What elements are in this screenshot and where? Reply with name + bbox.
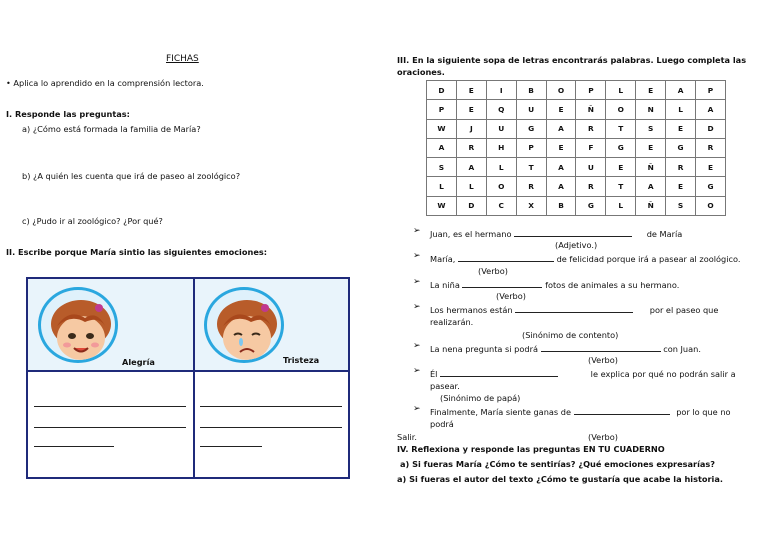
emotion-label-sadness: Tristeza xyxy=(283,355,320,365)
grid-letter[interactable]: R xyxy=(576,177,606,196)
grid-letter[interactable]: O xyxy=(696,196,726,215)
grid-row xyxy=(427,119,726,138)
hint-7: (Verbo) xyxy=(588,432,618,442)
arrow-bullet-icon: ➢ xyxy=(413,302,421,312)
sentence-3-start: La niña xyxy=(430,280,460,290)
answer-line[interactable] xyxy=(34,427,186,428)
grid-letter[interactable]: R xyxy=(516,177,546,196)
grid-letter[interactable]: O xyxy=(606,100,636,119)
grid-row xyxy=(427,196,726,215)
blank-2[interactable] xyxy=(458,253,554,262)
grid-letter[interactable]: E xyxy=(636,138,666,157)
arrow-bullet-icon: ➢ xyxy=(413,404,421,414)
grid-letter[interactable]: H xyxy=(486,138,516,157)
sentence-1-start: Juan, es el hermano xyxy=(430,229,512,239)
sentence-2-end: de felicidad porque irá a pasear al zoológico. xyxy=(556,254,741,264)
sentence-5-end: con Juan. xyxy=(663,344,701,354)
arrow-bullet-icon: ➢ xyxy=(413,277,421,287)
table-divider-horizontal xyxy=(28,370,348,372)
grid-letter[interactable]: U xyxy=(486,119,516,138)
hint-1: (Adjetivo.) xyxy=(555,240,598,250)
grid-letter[interactable]: A xyxy=(546,158,576,177)
grid-letter[interactable]: D xyxy=(456,196,486,215)
table-divider-vertical xyxy=(193,279,195,477)
grid-letter[interactable]: U xyxy=(516,100,546,119)
grid-letter[interactable]: S xyxy=(636,119,666,138)
grid-letter[interactable]: A xyxy=(456,158,486,177)
grid-letter[interactable]: L xyxy=(606,196,636,215)
grid-letter[interactable]: S xyxy=(666,196,696,215)
question-c: c) ¿Pudo ir al zoológico? ¿Por qué? xyxy=(22,216,163,226)
grid-letter[interactable]: L xyxy=(427,177,457,196)
answer-line[interactable] xyxy=(34,406,186,407)
grid-letter[interactable]: W xyxy=(427,196,457,215)
happy-girl-image xyxy=(38,287,118,363)
sentence-7-last: Salir. xyxy=(397,432,417,442)
grid-letter[interactable]: D xyxy=(427,81,457,100)
grid-letter[interactable]: E xyxy=(546,138,576,157)
grid-letter[interactable]: P xyxy=(516,138,546,157)
sentence-7-cont: podrá xyxy=(430,419,454,429)
reflection-question-2: a) Si fueras el autor del texto ¿Cómo te gustaría que acabe la historia. xyxy=(397,474,723,484)
answer-line[interactable] xyxy=(200,446,262,447)
reflection-question-1: a) Si fueras María ¿Cómo te sentirías? ¿Qué emociones expresarías? xyxy=(400,459,716,469)
grid-letter[interactable]: E xyxy=(456,81,486,100)
grid-letter[interactable]: U xyxy=(576,158,606,177)
sentence-3-end: fotos de animales a su hermano. xyxy=(545,280,680,290)
grid-letter[interactable]: G xyxy=(516,119,546,138)
sentence-4-start: Los hermanos están xyxy=(430,305,513,315)
grid-letter[interactable]: B xyxy=(516,81,546,100)
grid-letter[interactable]: O xyxy=(546,81,576,100)
grid-row xyxy=(427,158,726,177)
grid-letter[interactable]: E xyxy=(456,100,486,119)
grid-letter[interactable]: B xyxy=(546,196,576,215)
sentence-4 xyxy=(430,304,718,315)
sentence-6-start: Él xyxy=(430,369,438,379)
grid-letter[interactable]: L xyxy=(486,158,516,177)
sentence-6 xyxy=(430,368,736,379)
grid-letter[interactable]: G xyxy=(606,138,636,157)
grid-letter[interactable]: L xyxy=(456,177,486,196)
section-3-heading: III. En la siguiente sopa de letras encontrarás palabras. Luego completa las oraciones. xyxy=(397,55,747,77)
hint-4: (Sinónimo de contento) xyxy=(522,330,619,340)
answer-line[interactable] xyxy=(200,406,342,407)
grid-letter[interactable]: G xyxy=(576,196,606,215)
grid-letter[interactable]: T xyxy=(606,119,636,138)
grid-row xyxy=(427,81,726,100)
section-1-heading: I. Responde las preguntas: xyxy=(6,109,130,119)
grid-letter[interactable]: R xyxy=(696,138,726,157)
grid-letter[interactable]: P xyxy=(427,100,457,119)
sentence-6-end: le explica por qué no podrán salir a xyxy=(590,369,736,379)
section-4-heading: IV. Reflexiona y responde las preguntas EN TU CUADERNO xyxy=(397,444,665,454)
grid-letter[interactable]: D xyxy=(696,119,726,138)
grid-letter[interactable]: E xyxy=(666,177,696,196)
question-a: a) ¿Cómo está formada la familia de María? xyxy=(22,124,201,134)
grid-letter[interactable]: T xyxy=(516,158,546,177)
sentence-7-start: Finalmente, María siente ganas de xyxy=(430,407,572,417)
emotions-table xyxy=(26,277,350,479)
grid-letter[interactable]: Q xyxy=(486,100,516,119)
hint-2: (Verbo) xyxy=(478,266,508,276)
grid-letter[interactable]: A xyxy=(546,119,576,138)
sentence-6-cont: pasear. xyxy=(430,381,460,391)
hint-5: (Verbo) xyxy=(588,355,618,365)
sentence-7 xyxy=(430,406,731,417)
sentence-5 xyxy=(430,343,701,354)
blank-6[interactable] xyxy=(440,368,558,377)
arrow-bullet-icon: ➢ xyxy=(413,226,421,236)
grid-letter[interactable]: Ñ xyxy=(636,158,666,177)
sentence-4-cont: realizarán. xyxy=(430,317,474,327)
sentence-4-end: por el paseo que xyxy=(649,305,719,315)
question-b: b) ¿A quién les cuenta que irá de paseo al zoológico? xyxy=(22,171,241,181)
sentence-2 xyxy=(430,253,740,264)
grid-letter[interactable]: E xyxy=(606,158,636,177)
arrow-bullet-icon: ➢ xyxy=(413,341,421,351)
sentence-5-start: La nena pregunta si podrá xyxy=(430,344,538,354)
blank-7[interactable] xyxy=(574,406,670,415)
sentence-1 xyxy=(430,228,682,239)
sentence-3 xyxy=(430,279,679,290)
grid-letter[interactable]: E xyxy=(696,158,726,177)
grid-row xyxy=(427,138,726,157)
grid-letter[interactable]: F xyxy=(576,138,606,157)
sentence-1-end: de María xyxy=(646,229,683,239)
blank-1[interactable] xyxy=(514,228,632,237)
sentence-2-start: María, xyxy=(430,254,456,264)
grid-letter[interactable]: A xyxy=(636,177,666,196)
answer-line[interactable] xyxy=(200,427,342,428)
grid-letter[interactable]: E xyxy=(636,81,666,100)
grid-letter[interactable]: T xyxy=(606,177,636,196)
grid-letter[interactable]: X xyxy=(516,196,546,215)
grid-letter[interactable]: S xyxy=(427,158,457,177)
grid-letter[interactable]: L xyxy=(666,100,696,119)
arrow-bullet-icon: ➢ xyxy=(413,366,421,376)
grid-letter[interactable]: Ñ xyxy=(636,196,666,215)
grid-letter[interactable]: R xyxy=(666,158,696,177)
grid-letter[interactable]: Ñ xyxy=(576,100,606,119)
grid-letter[interactable]: A xyxy=(546,177,576,196)
page-title: FICHAS xyxy=(166,54,199,64)
grid-letter[interactable]: E xyxy=(666,119,696,138)
grid-letter[interactable]: P xyxy=(696,81,726,100)
sentence-7-end: por lo que no xyxy=(676,407,731,417)
grid-row xyxy=(427,177,726,196)
grid-letter[interactable]: O xyxy=(486,177,516,196)
grid-letter[interactable]: G xyxy=(696,177,726,196)
section-2-heading: II. Escribe porque María sintio las siguientes emociones: xyxy=(6,247,268,257)
grid-letter[interactable]: G xyxy=(666,138,696,157)
grid-letter[interactable]: I xyxy=(486,81,516,100)
answer-line[interactable] xyxy=(34,446,114,447)
grid-row xyxy=(427,100,726,119)
emotion-label-joy: Alegría xyxy=(122,357,155,367)
blank-4[interactable] xyxy=(515,304,633,313)
word-search-grid xyxy=(426,80,726,216)
grid-letter[interactable]: A xyxy=(666,81,696,100)
grid-letter[interactable]: N xyxy=(636,100,666,119)
grid-letter[interactable]: J xyxy=(456,119,486,138)
blank-3[interactable] xyxy=(462,279,542,288)
arrow-bullet-icon: ➢ xyxy=(413,251,421,261)
grid-letter[interactable]: R xyxy=(456,138,486,157)
grid-letter[interactable]: L xyxy=(606,81,636,100)
grid-letter[interactable]: A xyxy=(427,138,457,157)
grid-letter[interactable]: P xyxy=(576,81,606,100)
hint-3: (Verbo) xyxy=(496,291,526,301)
grid-letter[interactable]: W xyxy=(427,119,457,138)
intro-text: • Aplica lo aprendido en la comprensión lectora. xyxy=(6,78,204,88)
hint-6: (Sinónimo de papá) xyxy=(440,393,521,403)
sad-girl-image xyxy=(204,287,284,363)
grid-letter[interactable]: C xyxy=(486,196,516,215)
grid-letter[interactable]: A xyxy=(696,100,726,119)
blank-5[interactable] xyxy=(541,343,661,352)
grid-letter[interactable]: E xyxy=(546,100,576,119)
grid-letter[interactable]: R xyxy=(576,119,606,138)
